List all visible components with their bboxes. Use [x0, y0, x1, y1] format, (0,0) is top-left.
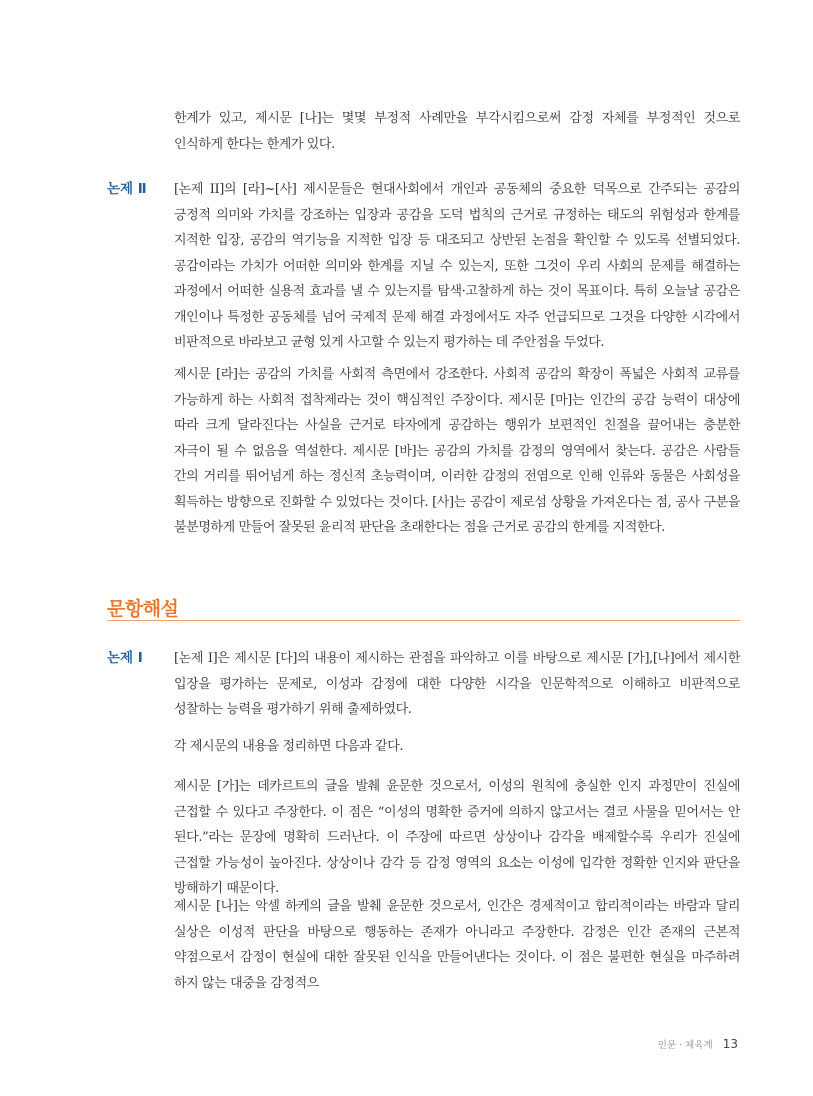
nonje-1-label: 논제 Ⅰ: [107, 650, 143, 666]
nonje-1-paragraph-2: 각 제시문의 내용을 정리하면 다음과 같다.: [174, 739, 404, 754]
footer-section-name: 인문 · 체육계: [657, 1040, 713, 1051]
nonje-2-paragraph-2: 제시문 [라]는 공감의 가치를 사회적 측면에서 강조한다. 사회적 공감의 확장이 폭넓은 사회적 교류를 가능하게 하는 사회적 접착제라는 것이 핵심적인 주장이다. 제시문 [마]는 인간의 공감 능력이 대상에 따라 크게 달라진다는 사실을 근거로 타자에게 공감하는 행위가 보편적인 친절을 끌어내는 충분한 자극이 될 수 없음을 역설한다. 제시문 [바]는 공감의 가치를 감정의 영역에서 찾는다. 공감은 사람들 간의 거리를 뛰어넘게 하는 정신적 초능력이며, 이러한 감정의 전염으로 인해 인류와 동물은 사회성을 획득하는 방향으로 진화할 수 있었다는 것이다. [사]는 공감이 제로섬 상황을 가져온다는 점, 공사 구분을 불분명하게 만들어 잘못된 윤리적 판단을 초래한다는 점을 근거로 공감의 한계를 지적한다.: [174, 367, 740, 535]
section-title: 문항해설: [107, 598, 179, 620]
page-number: 13: [722, 1037, 738, 1051]
nonje-2-paragraph-1: [논제 II]의 [라]~[사] 제시문들은 현대사회에서 개인과 공동체의 중요한 덕목으로 간주되는 공감의 긍정적 의미와 가치를 강조하는 입장과 공감을 도덕 법칙의 근거로 규정하는 태도의 위험성과 한계를 지적한 입장, 공감의 역기능을 지적한 입장 등 대조되고 상반된 논점을 확인할 수 있도록 선별되었다. 공감이라는 가치가 어떠한 의미와 한계를 지닐 수 있는지, 또한 그것이 우리 사회의 문제를 해결하는 과정에서 어떠한 실용적 효과를 낼 수 있는지를 탐색·고찰하게 하는 것이 목표이다. 특히 오늘날 공감은 개인이나 특정한 공동체를 넘어 국제적 문제 해결 과정에서도 자주 언급되므로 그것을 다양한 시각에서 비판적으로 바라보고 균형 있게 사고할 수 있는지 평가하는 데 주안점을 두었다.: [174, 182, 740, 350]
nonje-1-paragraph-4: 제시문 [나]는 악셀 하케의 글을 발췌 윤문한 것으로서, 인간은 경제적이고 합리적이라는 바람과 달리 실상은 이성적 판단을 바탕으로 행동하는 존재가 아니라고 주장한다. 감정은 인간 존재의 근본적 약점으로서 감정이 현실에 대한 잘못된 인식을 만들어낸다는 것이다. 이 점은 불편한 현실을 마주하려 하지 않는 대중을 감정적으: [174, 899, 740, 991]
continued-paragraph: 한계가 있고, 제시문 [나]는 몇몇 부정적 사례만을 부각시킴으로써 감정 자체를 부정적인 것으로 인식하게 한다는 한계가 있다.: [174, 111, 740, 152]
nonje-1-paragraph-1: [논제 I]은 제시문 [다]의 내용이 제시하는 관점을 파악하고 이를 바탕으로 제시문 [가],[나]에서 제시한 입장을 평가하는 문제로, 이성과 감정에 대한 다양한 시각을 인문학적으로 이해하고 비판적으로 성찰하는 능력을 평가하기 위해 출제하였다.: [174, 651, 740, 717]
section-divider: [107, 620, 740, 621]
nonje-1-paragraph-3: 제시문 [가]는 데카르트의 글을 발췌 윤문한 것으로서, 이성의 원칙에 충실한 인지 과정만이 진실에 근접할 수 있다고 주장한다. 이 점은 “이성의 명확한 증거에 의하지 않고서는 결코 사물을 믿어서는 안 된다.”라는 문장에 명확히 드러난다. 이 주장에 따르면 상상이나 감각을 배제할수록 우리가 진실에 근접할 가능성이 높아진다. 상상이나 감각 등 감정 영역의 요소는 이성에 입각한 정확한 인지와 판단을 방해하기 때문이다.: [174, 779, 740, 896]
page-footer: [658, 1037, 738, 1051]
nonje-2-label: 논제 Ⅱ: [107, 181, 147, 197]
